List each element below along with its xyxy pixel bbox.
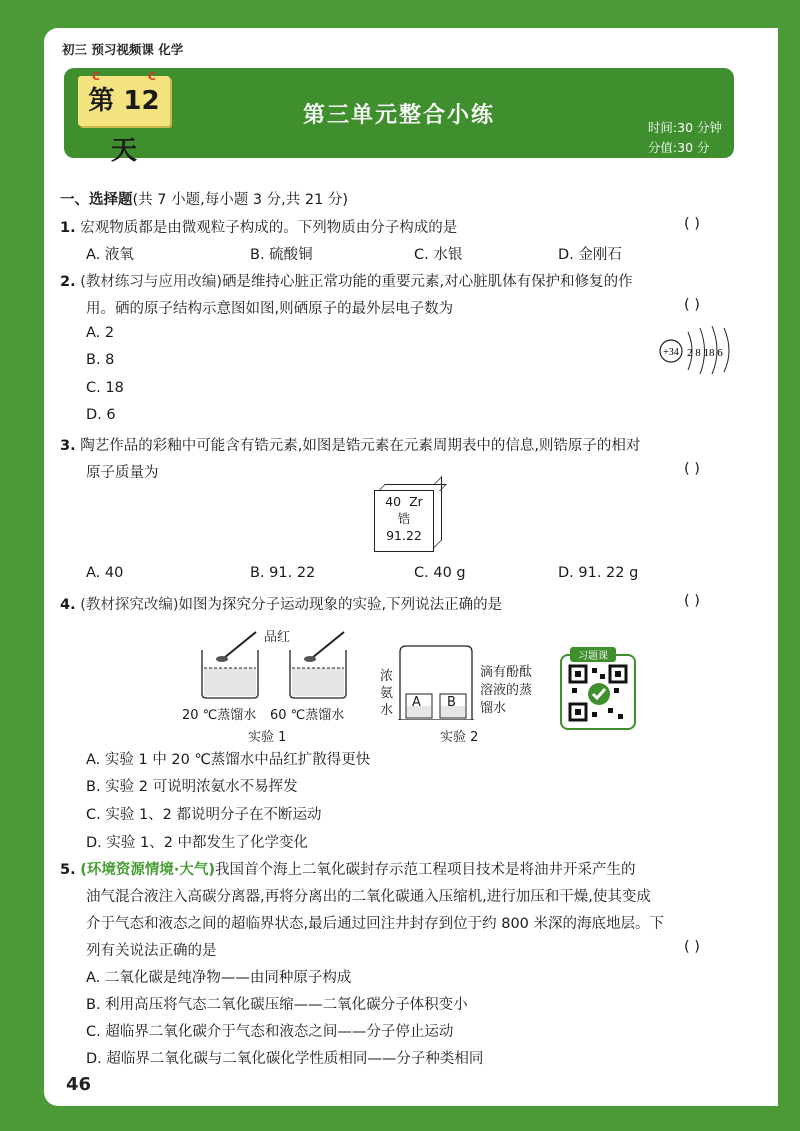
q2-answer-paren[interactable]: ( ) [684, 297, 700, 313]
beaker-b-label: B [447, 695, 456, 710]
q1-number: 1. [60, 220, 76, 236]
q5-number: 5. [60, 862, 76, 878]
phenolphthalein-label [480, 664, 532, 718]
q1-option-c: C. 水银 [414, 247, 463, 263]
time-limit: 时间:30 分钟 [647, 120, 722, 135]
q5-stem-line1 [60, 858, 635, 879]
q4-option-b: B. 实验 2 可说明浓氨水不易挥发 [86, 779, 298, 795]
score-total: 分值:30 分 [647, 140, 710, 155]
element-name: 锆 [397, 511, 411, 526]
beaker-20c [202, 632, 258, 698]
ammonia-label [380, 668, 393, 719]
q2-source: (教材练习与应用改编) [80, 274, 223, 290]
beaker2-label: 60 ℃蒸馏水 [270, 708, 345, 723]
atom-shells: 2 8 18 6 [687, 347, 723, 359]
q3-option-b: B. 91. 22 [250, 565, 316, 581]
q3-option-a: A. 40 [86, 565, 124, 581]
q5-stem-line4: 列有关说法正确的是 [86, 943, 217, 959]
q3-answer-paren[interactable]: ( ) [684, 461, 700, 477]
section-heading [60, 188, 348, 209]
q5-option-c: C. 超临界二氧化碳介于气态和液态之间——分子停止运动 [86, 1024, 454, 1040]
q5-option-d: D. 超临界二氧化碳与二氧化碳化学性质相同——分子种类相同 [86, 1051, 484, 1067]
day-label: 第 12 天 [88, 86, 160, 166]
q5-stem-line2: 油气混合液注入高碳分离器,再将分离出的二氧化碳通入压缩机,进行加压和干燥,使其变成 [86, 889, 651, 905]
phenol-line-1: 滴有酚酞 [480, 665, 533, 680]
element-symbol: Zr [409, 494, 423, 509]
q3-stem-line1 [60, 434, 640, 455]
qr-code-card[interactable] [560, 651, 636, 730]
selenium-atom-diagram [656, 318, 746, 374]
q3-option-c: C. 40 g [414, 565, 466, 581]
ammonia-line-3: 水 [380, 703, 394, 718]
zirconium-element-card [374, 490, 434, 552]
q3-option-d: D. 91. 22 g [558, 565, 639, 581]
experiment-2-figure [398, 644, 474, 720]
element-mass: 91.22 [386, 528, 422, 543]
ammonia-line-2: 氨 [380, 686, 394, 701]
q5-option-b: B. 利用高压将气态二氧化碳压缩——二氧化碳分子体积变小 [86, 997, 468, 1013]
questions [44, 28, 778, 1106]
q4-stem [60, 593, 502, 614]
experiment2-caption: 实验 2 [440, 730, 479, 745]
q2-option-b: B. 8 [86, 352, 115, 368]
beaker-a-label: A [412, 695, 421, 710]
phenol-line-2: 溶液的蒸 [480, 683, 533, 698]
q3-text1: 陶艺作品的彩釉中可能含有锆元素,如图是锆元素在元素周期表中的信息,则锆原子的相对 [80, 438, 641, 454]
q4-option-a: A. 实验 1 中 20 ℃蒸馏水中品红扩散得更快 [86, 752, 371, 768]
page-sheet [44, 28, 778, 1106]
element-number-symbol [375, 493, 433, 510]
q1-answer-paren[interactable]: ( ) [684, 216, 700, 232]
q5-answer-paren[interactable]: ( ) [684, 939, 700, 955]
ammonia-line-1: 浓 [380, 669, 394, 684]
subject-header: 初三 预习视频课 化学 [62, 42, 184, 57]
q2-text1: 硒是维持心脏正常功能的重要元素,对心脏肌体有保护和修复的作 [222, 274, 633, 290]
q2-number: 2. [60, 274, 76, 290]
q1-option-a: A. 液氧 [86, 247, 134, 263]
clip-right-icon: C [147, 70, 156, 83]
qr-tag: 习题课 [570, 647, 616, 662]
q2-stem-line2: 用。硒的原子结构示意图如图,则硒原子的最外层电子数为 [86, 301, 454, 317]
q1-option-d: D. 金刚石 [558, 247, 622, 263]
q2-option-d: D. 6 [86, 407, 116, 423]
q5-option-a: A. 二氧化碳是纯净物——由同种原子构成 [86, 970, 352, 986]
q5-stem-line3: 介于气态和液态之间的超临界状态,最后通过回注井封存到位于约 800 米深的海底地层。下 [86, 916, 664, 932]
section-desc: (共 7 小题,每小题 3 分,共 21 分) [132, 192, 349, 208]
q1-option-b: B. 硫酸铜 [250, 247, 313, 263]
q5-text1: 我国首个海上二氧化碳封存示范工程项目技术是将油井开采产生的 [214, 862, 636, 878]
experiment1-caption: 实验 1 [248, 730, 287, 745]
section-title: 一、选择题 [60, 192, 133, 208]
beaker-60c [290, 632, 346, 698]
q2-stem-line1 [60, 270, 633, 291]
clip-left-icon: C [92, 70, 101, 83]
phenol-line-3: 馏水 [480, 701, 507, 716]
q4-text: 如图为探究分子运动现象的实验,下列说法正确的是 [178, 597, 503, 613]
page-title: 第三单元整合小练 [302, 103, 495, 128]
atom-nucleus: +34 [663, 347, 679, 358]
q3-number: 3. [60, 438, 76, 454]
q3-stem-line2: 原子质量为 [86, 465, 159, 481]
qr-code-icon [564, 658, 632, 726]
page-number: 46 [66, 1074, 92, 1095]
pinhong-label: 品红 [264, 630, 291, 645]
q4-option-c: C. 实验 1、2 都说明分子在不断运动 [86, 807, 322, 823]
q1-text: 宏观物质都是由微观粒子构成的。下列物质由分子构成的是 [80, 220, 458, 236]
q4-source: (教材探究改编) [80, 597, 179, 613]
beaker1-label: 20 ℃蒸馏水 [182, 708, 257, 723]
element-number: 40 [385, 494, 402, 509]
q5-source: (环境资源情境·大气) [80, 862, 215, 878]
q4-answer-paren[interactable]: ( ) [684, 593, 700, 609]
q1-stem [60, 216, 457, 237]
q2-option-c: C. 18 [86, 380, 124, 396]
q2-option-a: A. 2 [86, 325, 115, 341]
q4-number: 4. [60, 597, 76, 613]
q4-option-d: D. 实验 1、2 中都发生了化学变化 [86, 835, 309, 851]
